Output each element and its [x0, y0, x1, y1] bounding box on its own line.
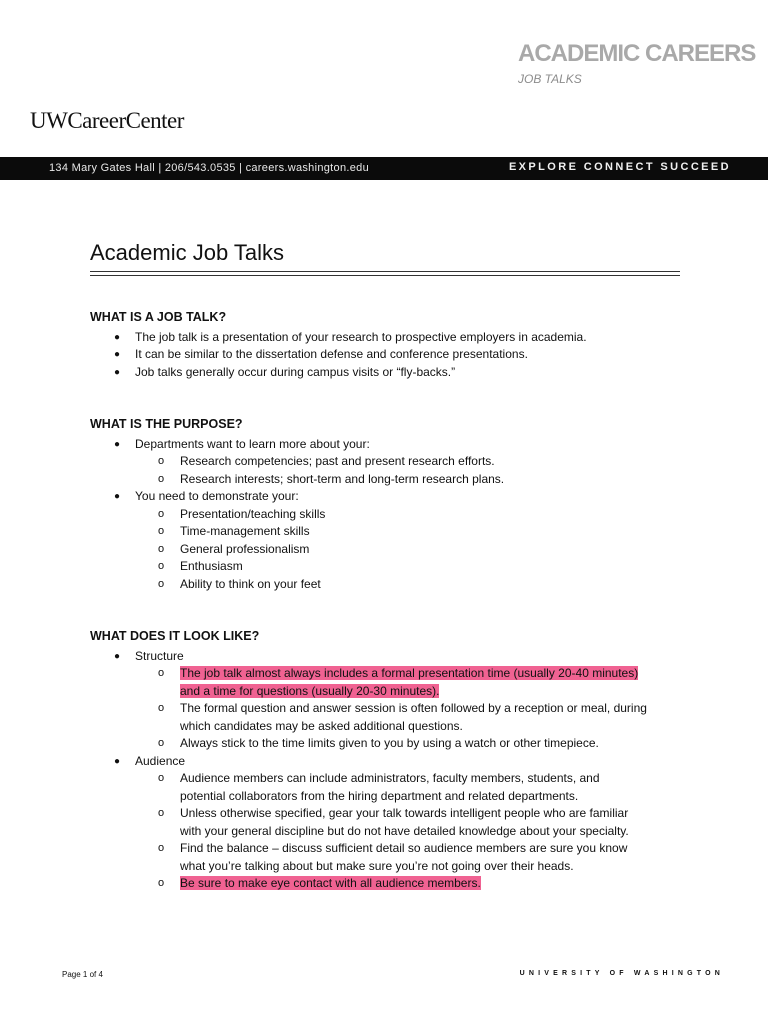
uw-career-center-logo: UWCareerCenter	[30, 108, 184, 133]
section-heading: WHAT IS A JOB TALK?	[90, 310, 227, 324]
sub-item-text: Find the balance – discuss sufficient detail so audience members are sure you know	[180, 841, 628, 855]
header-subtitle: JOB TALKS	[518, 72, 582, 86]
bullet-dot-icon: ●	[114, 331, 121, 343]
title-rule	[90, 271, 680, 272]
sub-item-text: Unless otherwise specified, gear your talk towards intelligent people who are familiar	[180, 806, 629, 820]
circle-outline-icon: o	[158, 737, 165, 749]
sub-list-item	[90, 558, 700, 576]
bullet-dot-icon: ●	[114, 650, 121, 662]
sub-list-item	[90, 700, 700, 735]
circle-outline-icon: o	[158, 560, 165, 572]
sub-item-text: potential collaborators from the hiring department and related departments.	[180, 788, 579, 803]
sub-item-text: Research interests; short-term and long-term research plans.	[180, 471, 505, 486]
highlighted-text: and a time for questions (usually 20-30 minutes).	[180, 683, 440, 698]
circle-outline-icon: o	[158, 507, 165, 520]
list-item	[90, 648, 700, 666]
section-what-it-looks-like	[90, 628, 700, 893]
list-item-text: Departments want to learn more about your:	[135, 436, 370, 451]
page-number: Page 1 of 4	[62, 970, 103, 979]
list-item	[90, 346, 700, 364]
bullet-dot-icon: ●	[114, 366, 121, 378]
section-what-is-job-talk	[90, 309, 700, 381]
circle-outline-icon: o	[158, 772, 165, 784]
sub-item-text: Ability to think on your feet	[180, 576, 321, 591]
list-item	[90, 364, 700, 382]
circle-outline-icon: o	[158, 842, 165, 854]
circle-outline-icon: o	[158, 667, 165, 679]
sub-item-text: Enthusiasm	[180, 559, 243, 573]
sub-list-item	[90, 840, 700, 875]
sub-list-item	[90, 506, 700, 524]
bullet-dot-icon: ●	[114, 755, 121, 767]
section-purpose	[90, 416, 700, 593]
title-rule-secondary	[90, 275, 680, 276]
circle-outline-icon: o	[158, 807, 165, 819]
circle-outline-icon: o	[158, 577, 165, 590]
circle-outline-icon: o	[158, 455, 165, 467]
section-heading: WHAT IS THE PURPOSE?	[90, 417, 243, 431]
circle-outline-icon: o	[158, 702, 165, 714]
list-item	[90, 329, 700, 347]
university-wordmark: UNIVERSITY OF WASHINGTON	[519, 970, 724, 977]
list-item-text: It can be similar to the dissertation defense and conference presentations.	[135, 347, 528, 361]
section-heading: WHAT DOES IT LOOK LIKE?	[90, 629, 260, 643]
sub-item-text: Time-management skills	[180, 524, 310, 538]
circle-outline-icon: o	[158, 472, 165, 485]
sub-list-item	[90, 453, 700, 471]
sub-item-text: Research competencies; past and present research efforts.	[180, 454, 495, 468]
header-title: ACADEMIC CAREERS	[518, 40, 756, 67]
bullet-dot-icon: ●	[114, 491, 121, 502]
circle-outline-icon: o	[158, 525, 165, 537]
sub-item-text: Audience members can include administrators, faculty members, students, and	[180, 771, 600, 785]
document-title: Academic Job Talks	[90, 240, 285, 265]
highlighted-text: Be sure to make eye contact with all audience members.	[180, 876, 481, 890]
circle-outline-icon: o	[158, 877, 165, 889]
list-item-text: Audience	[135, 753, 186, 768]
list-item-text: The job talk is a presentation of your research to prospective employers in academia.	[135, 329, 587, 344]
list-item-text: Job talks generally occur during campus visits or “fly-backs.”	[135, 364, 456, 379]
bullet-dot-icon: ●	[114, 349, 121, 360]
sub-list-item	[90, 735, 700, 753]
list-item-text: Structure	[135, 648, 184, 663]
sub-item-text: what you’re talking about but make sure you’re not going over their heads.	[180, 858, 574, 873]
sub-item-text: Presentation/teaching skills	[180, 506, 326, 521]
sub-item-text: Always stick to the time limits given to you by using a watch or other timepiece.	[180, 736, 599, 750]
list-item	[90, 753, 700, 771]
sub-list-item	[90, 523, 700, 541]
list-item-text: You need to demonstrate your:	[135, 489, 299, 503]
sub-item-text: General professionalism	[180, 541, 310, 556]
sub-list-item	[90, 805, 700, 840]
circle-outline-icon: o	[158, 542, 165, 555]
sub-list-item	[90, 576, 700, 594]
tagline: EXPLORE CONNECT SUCCEED	[508, 161, 731, 173]
sub-item-text: with your general discipline but do not have detailed knowledge about your specialty.	[180, 823, 629, 838]
list-item	[90, 436, 700, 454]
highlighted-text: The job talk almost always includes a formal presentation time (usually 20-40 minutes)	[180, 666, 639, 680]
sub-list-item	[90, 875, 700, 893]
sub-item-text: which candidates may be asked additional questions.	[180, 718, 463, 733]
sub-list-item	[90, 770, 700, 805]
sub-item-text: The formal question and answer session is often followed by a reception or meal, during	[180, 701, 647, 715]
sub-list-item	[90, 665, 700, 700]
contact-info: 134 Mary Gates Hall | 206/543.0535 | careers.washington.edu	[49, 162, 369, 174]
list-item	[90, 488, 700, 506]
sub-list-item	[90, 541, 700, 559]
bullet-dot-icon: ●	[114, 438, 121, 450]
sub-list-item	[90, 471, 700, 489]
